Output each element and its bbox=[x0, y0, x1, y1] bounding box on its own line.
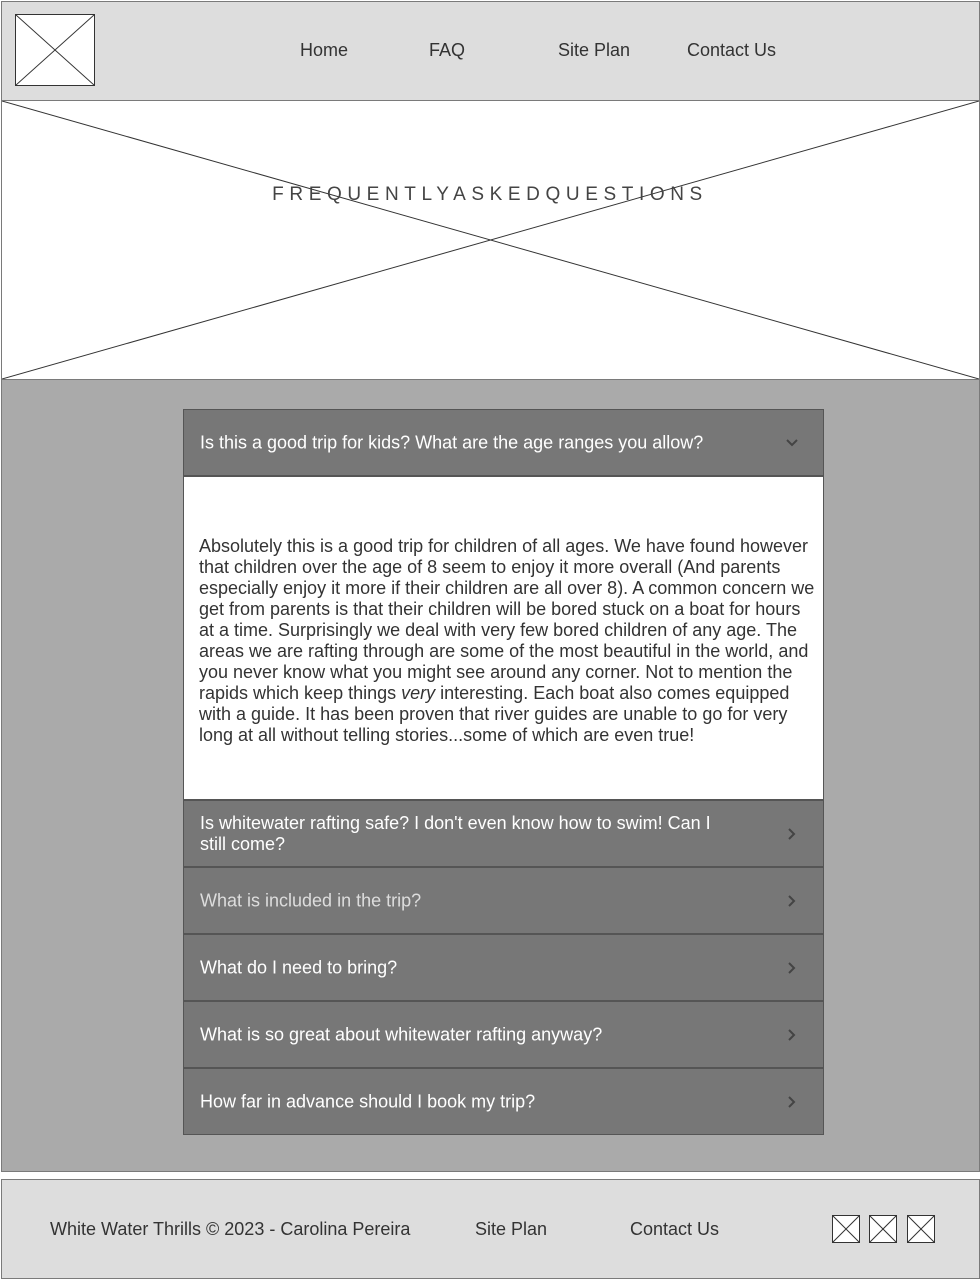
chevron-right-icon bbox=[784, 1027, 800, 1043]
chevron-right-icon bbox=[784, 960, 800, 976]
chevron-right-icon bbox=[784, 1094, 800, 1110]
faq-answer-emphasis: very bbox=[401, 683, 436, 703]
logo-placeholder-image[interactable] bbox=[15, 14, 95, 86]
faq-question: What is so great about whitewater rafting anyway? bbox=[200, 1024, 603, 1044]
nav-faq-link[interactable]: FAQ bbox=[429, 40, 466, 60]
nav-home-link[interactable]: Home bbox=[300, 40, 349, 60]
chevron-down-icon bbox=[784, 435, 800, 451]
footer-copyright: White Water Thrills © 2023 - Carolina Pereira bbox=[50, 1219, 411, 1239]
chevron-right-icon bbox=[784, 826, 800, 842]
faq-answer-text: Absolutely this is a good trip for children of all ages. We have found however that children over the age of 8 seem to enjoy it more overall (And parents especially enjoy it more if their children are all over 8). A common concern we get from parents is that their children will be bored stuck on a boat for hours at a time. Surprisingly we deal with very few bored children of any age. The areas we are rafting through are some of the most beautiful in the world, and you never know what you might see around any corner. Not to mention the rapids which keep things bbox=[199, 536, 815, 703]
faq-question: How far in advance should I book my trip? bbox=[200, 1091, 536, 1111]
faq-item-header[interactable] bbox=[183, 1068, 824, 1135]
faq-answer-text-end: interesting. Each boat also comes equipped with a guide. It has been proven that river guides are unable to go for very long at all without telling stories...some of which are even true! bbox=[199, 683, 790, 745]
faq-answer bbox=[199, 536, 819, 746]
faq-item-open-header[interactable] bbox=[183, 409, 824, 476]
faq-question: Is whitewater rafting safe? I don't even know how to swim! Can I still come? bbox=[200, 812, 711, 854]
faq-item-header[interactable] bbox=[183, 867, 824, 934]
faq-answer-panel bbox=[183, 476, 824, 800]
social-placeholder-icon[interactable] bbox=[869, 1215, 897, 1243]
social-placeholder-icon[interactable] bbox=[832, 1215, 860, 1243]
footer-contact-link[interactable]: Contact Us bbox=[630, 1219, 720, 1239]
hero-placeholder-image bbox=[1, 100, 980, 380]
site-header bbox=[1, 1, 980, 101]
nav-site-plan-link[interactable]: Site Plan bbox=[558, 40, 631, 60]
faq-question: What is included in the trip? bbox=[200, 890, 422, 910]
faq-item-header[interactable] bbox=[183, 1001, 824, 1068]
footer-site-plan-link[interactable]: Site Plan bbox=[475, 1219, 548, 1239]
page-title: FREQUENTLYASKEDQUESTIONS bbox=[272, 184, 708, 205]
faq-item-header[interactable] bbox=[183, 934, 824, 1001]
chevron-right-icon bbox=[784, 893, 800, 909]
faq-question: What do I need to bring? bbox=[200, 957, 398, 977]
faq-question: Is this a good trip for kids? What are the age ranges you allow? bbox=[200, 432, 704, 452]
social-placeholder-icon[interactable] bbox=[907, 1215, 935, 1243]
faq-item-header[interactable] bbox=[183, 800, 824, 867]
nav-contact-link[interactable]: Contact Us bbox=[687, 40, 777, 60]
